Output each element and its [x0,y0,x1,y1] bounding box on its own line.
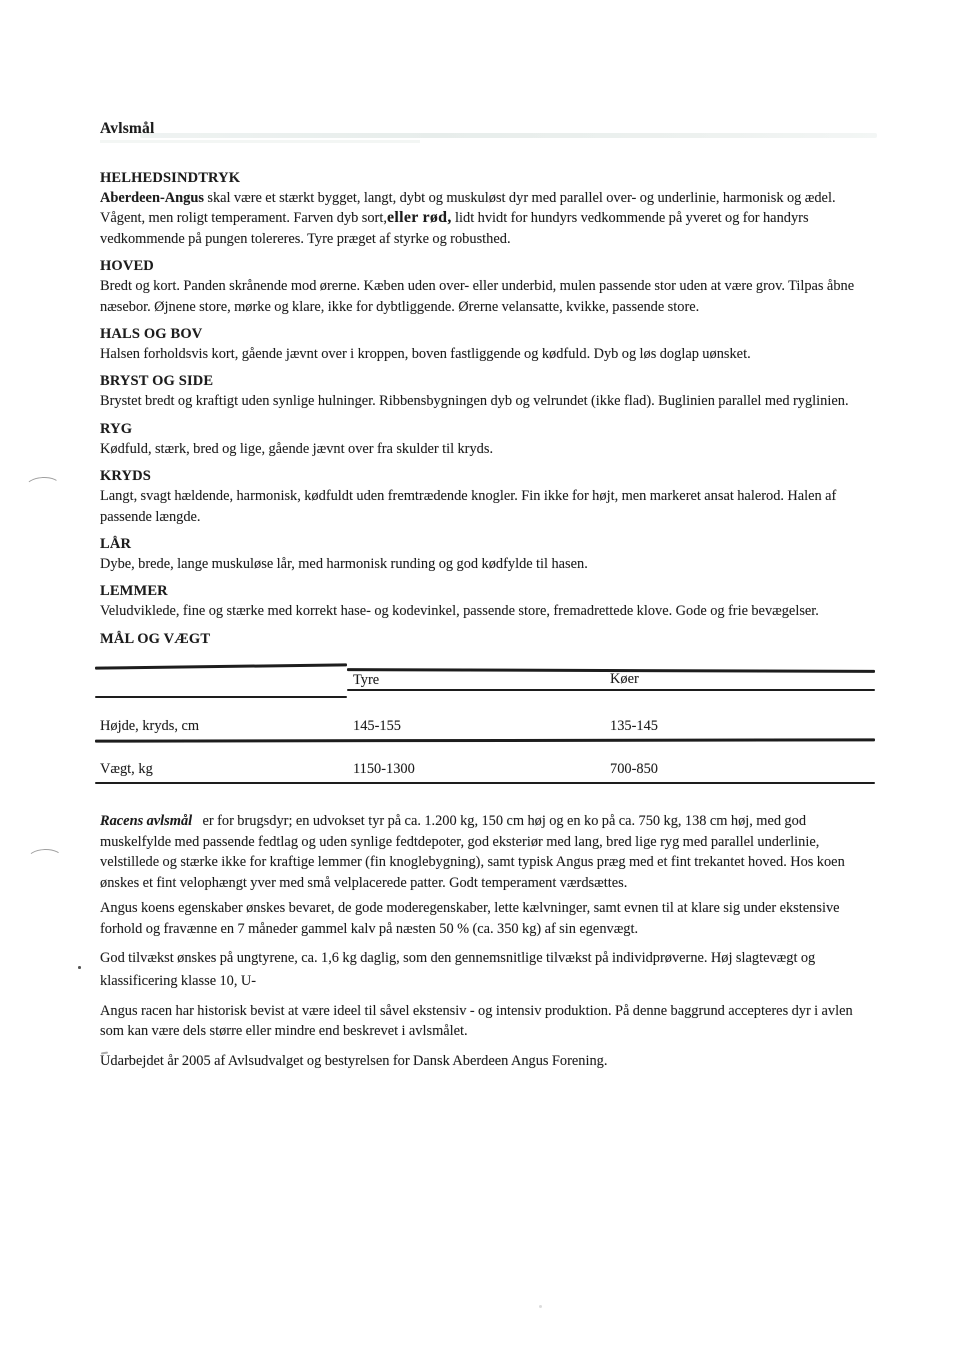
table-cell-value: 1150-1300 [353,760,415,777]
table-rule [95,738,875,742]
section-ryg [100,419,879,459]
section-body: Brystet bredt og kraftigt uden synlige hulninger. Ribbensbygningen dyb og velrundet (ikke flad). Buglinien parallel med ryglinien. [100,393,849,410]
table-header-koer: Køer [610,670,639,687]
section-body: Halsen forholdsvis kort, gående jævnt over i kroppen, boven fastliggende og kødfuld. Dyb og løs doglap uønsket. [100,346,751,363]
section-hals-og-bov [100,324,879,364]
bold-italic-lead: Racens avlsmål [100,812,193,829]
section-helhedsindtryk [100,168,879,249]
section-laar [100,534,879,574]
measurements-table [95,656,880,788]
section-heading: KRYDS [100,468,151,485]
table-cell-value: 135-145 [610,717,658,734]
section-maal-og-vaegt [100,629,879,649]
section-body: Dybe, brede, lange muskuløse lår, med harmonisk runding og god kødfylde til hasen. [100,556,588,573]
table-cell-value: 700-850 [610,760,658,777]
bold-run: Aberdeen-Angus [100,190,204,206]
scan-arc-artifact-lower [27,848,64,869]
section-body [100,188,879,249]
section-kryds [100,466,879,527]
table-rule [95,782,875,785]
page-title: Avlsmål [100,120,155,137]
table-header-tyre: Tyre [353,671,380,688]
section-heading: LEMMER [100,583,168,600]
section-heading: LÅR [100,536,132,553]
document-content [100,120,879,1072]
section-heading: MÅL OG VÆGT [100,630,211,647]
closing-paragraph-koens-egenskaber: Angus koens egenskaber ønskes bevaret, de gode moderegenskaber, lette kælvninger, samt evnen til at klare sig under ekstensive forhold og fravænne en 7 måneder gammel kalv på næsten 50 % (ca. 350 kg) af sin egenvægt. [100,900,840,937]
section-body: Langt, svagt hældende, harmonisk, kødfuldt uden fremtrædende knogler. Fin ikke for højt, men markeret ansat halerod. Halen af passende længde. [100,488,837,525]
closing-paragraph-racens-avlsmaal [100,811,879,894]
scan-dot-artifact-bottom [539,1305,542,1308]
section-heading: BRYST OG SIDE [100,373,214,390]
footer-credit: Udarbejdet år 2005 af Avlsudvalget og bestyrelsen for Dansk Aberdeen Angus Forening. [100,1053,608,1070]
section-heading: HOVED [100,258,154,275]
table-rule [95,663,347,669]
table-rule [95,696,347,699]
scan-arc-artifact-upper [25,476,62,498]
table-cell-value: 145-155 [353,717,401,734]
section-heading: HELHEDSINDTRYK [100,170,241,186]
section-body: Bredt og kort. Panden skrånende mod ørerne. Kæben uden over- eller underbid, mulen passende stor uden at være grov. Tilpas åbne næsebor. Øjnene store, mørke og klare, ikke for dybtliggende. Ørerne velansatte, kvikke, passende store. [100,278,855,315]
section-bryst-og-side [100,371,879,411]
section-heading: RYG [100,420,133,437]
closing-paragraph-tilvaekst: God tilvækst ønskes på ungtyrene, ca. 1,6 kg daglig, som den gennemsnitlige tilvækst på individprøverne. Høj slagtevægt og klassificering klasse 10, U- [100,949,816,989]
section-body: Veludviklede, fine og stærke med korrekt hase- og kodevinkel, passende store, fremadrettede klove. Gode og frie bevægelser. [100,603,819,620]
table-rule [347,689,875,691]
table-row-label: Højde, kryds, cm [100,717,200,734]
bold-run: eller rød, [386,209,452,227]
text-run: lidt hvidt for hundyrs vedkommende på yveret og for handyrs vedkommende på pungen tolereres. Tyre præget af styrke og robusthed. [100,210,809,247]
section-heading: HALS OG BOV [100,326,203,343]
text-run: skal være et stærkt bygget, langt, dybt og muskuløst dyr med parallel over- og underlinie, harmonisk og ædel. Vågent, men roligt temperament. Farven dyb sort, [100,190,836,227]
section-hoved [100,256,879,317]
text-run: er for brugsdyr; en udvokset tyr på ca. 1.200 kg, 150 cm høj og en ko på ca. 750 kg, 138 cm høj, med god muskelfylde med passende fedtlag og uden synlige fedtdepoter, god eksteriør med lang, bred lige ryg med parallel underlinie, velstillede og stærke ikke for kraftige lemmer (fin knoglebygning), samt typisk Angus præg med et fint trekantet hoved. Hos koen ønskes et fint velophængt yver med små velplacerede patter. Godt temperament værdsættes. [100,812,845,892]
scan-dot-artifact [78,966,81,969]
section-body: Kødfuld, stærk, bred og lige, gående jævnt over fra skulder til kryds. [100,440,494,457]
table-row-label: Vægt, kg [100,760,153,777]
section-lemmer [100,581,879,621]
closing-paragraph-produktion: Angus racen har historisk bevist at være ideel til såvel ekstensiv - og intensiv produktion. På denne baggrund accepteres dyr i avlen som kan være dels større eller mindre end beskrevet i avlsmålet. [100,1002,853,1040]
